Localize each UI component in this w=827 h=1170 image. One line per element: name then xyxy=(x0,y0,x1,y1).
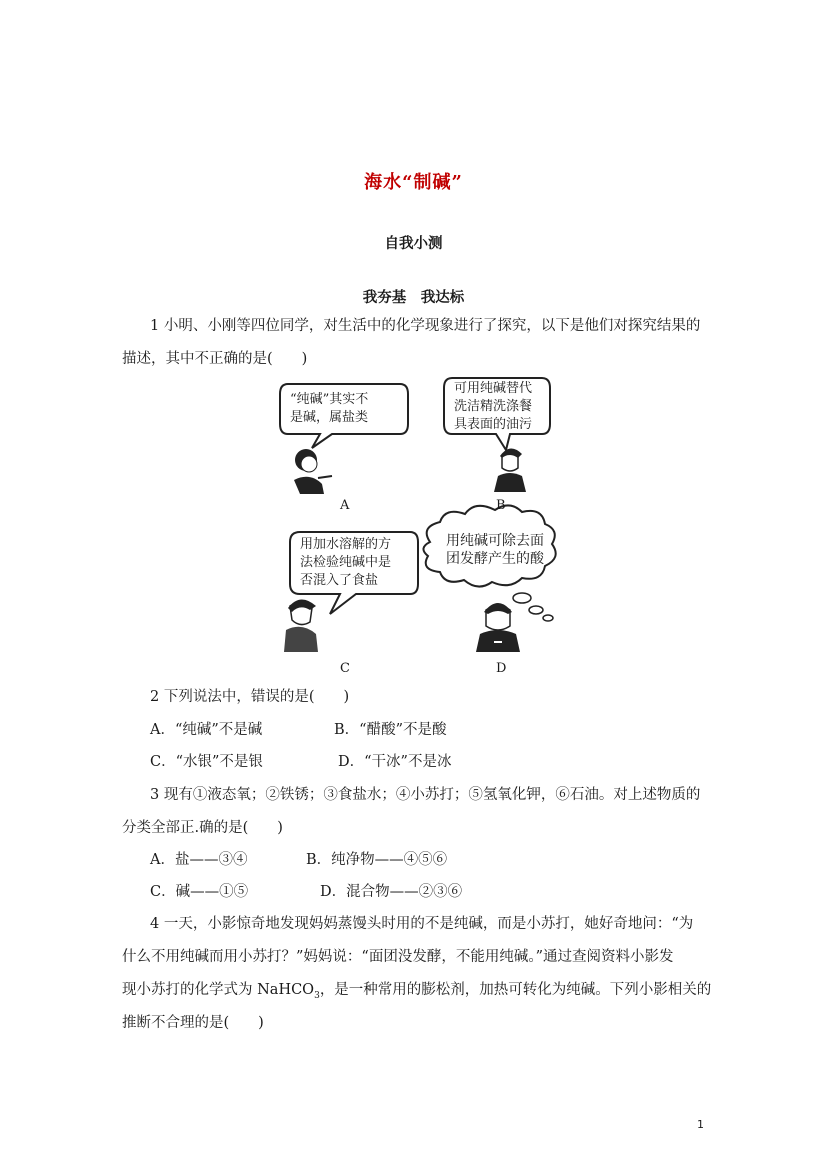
q2-stem: 2 下列说法中，错误的是( ) xyxy=(150,689,350,705)
q4-line3: 现小苏打的化学式为 NaHCO$_3$，是一种常用的膨松剂，加热可转化为纯碱。下列小影相关的 xyxy=(122,982,712,1001)
q1-figure xyxy=(260,372,590,677)
q2-option-a: A．“纯碱”不是碱 xyxy=(150,722,263,738)
subsection-heading: 我夯基 我达标 xyxy=(362,289,465,306)
q2-option-b: B．“醋酸”不是酸 xyxy=(334,722,447,738)
q3-option-a: A．盐——③④ xyxy=(150,852,248,868)
bubble-a-text: “纯碱”其实不 是碱，属盐类 xyxy=(290,392,369,425)
q1-line1: 1 小明、小刚等四位同学，对生活中的化学现象进行了探究，以下是他们对探究结果的 xyxy=(150,318,701,334)
bubble-c-text: 用加水溶解的方 法检验纯碱中是 否混入了食盐 xyxy=(300,537,392,588)
figure-label-d: D xyxy=(496,661,507,676)
page-number: 1 xyxy=(697,1118,704,1131)
q4-line1: 4 一天，小影惊奇地发现妈妈蒸馒头时用的不是纯碱，而是小苏打，她好奇地问：“为 xyxy=(150,916,694,932)
q4-line4: 推断不合理的是( ) xyxy=(122,1015,264,1031)
q3-option-b: B．纯净物——④⑤⑥ xyxy=(306,852,448,868)
person-a-icon xyxy=(294,449,332,494)
q3-line1: 3 现有①液态氧；②铁锈；③食盐水；④小苏打；⑤氢氧化钾，⑥石油。对上述物质的 xyxy=(150,787,701,803)
bubble-d-text: 用纯碱可除去面 团发酵产生的酸 xyxy=(446,533,544,567)
q3-option-d: D．混合物——②③⑥ xyxy=(320,884,463,900)
q3-line2: 分类全部正.确的是( ) xyxy=(122,820,283,836)
person-c-icon xyxy=(284,599,318,652)
person-d-icon xyxy=(476,603,520,652)
bubble-b-text: 可用纯碱替代 洗洁精洗涤餐 具表面的油污 xyxy=(454,381,533,432)
figure-label-a: A xyxy=(340,498,350,513)
q1-line2: 描述，其中不正确的是( ) xyxy=(122,351,308,367)
figure-label-c: C xyxy=(340,661,350,676)
page-title: 海水“制碱” xyxy=(364,172,463,193)
q3-option-c: C．碱——①⑤ xyxy=(150,884,249,900)
figure-label-b: B xyxy=(496,498,506,513)
person-b-icon xyxy=(494,448,526,492)
q2-option-d: D．“干冰”不是冰 xyxy=(338,754,452,770)
q4-line2: 什么不用纯碱而用小苏打？”妈妈说：“面团没发酵，不能用纯碱。”通过查阅资料小影发 xyxy=(122,949,674,965)
section-heading: 自我小测 xyxy=(384,235,443,252)
q2-option-c: C．“水银”不是银 xyxy=(150,754,263,770)
